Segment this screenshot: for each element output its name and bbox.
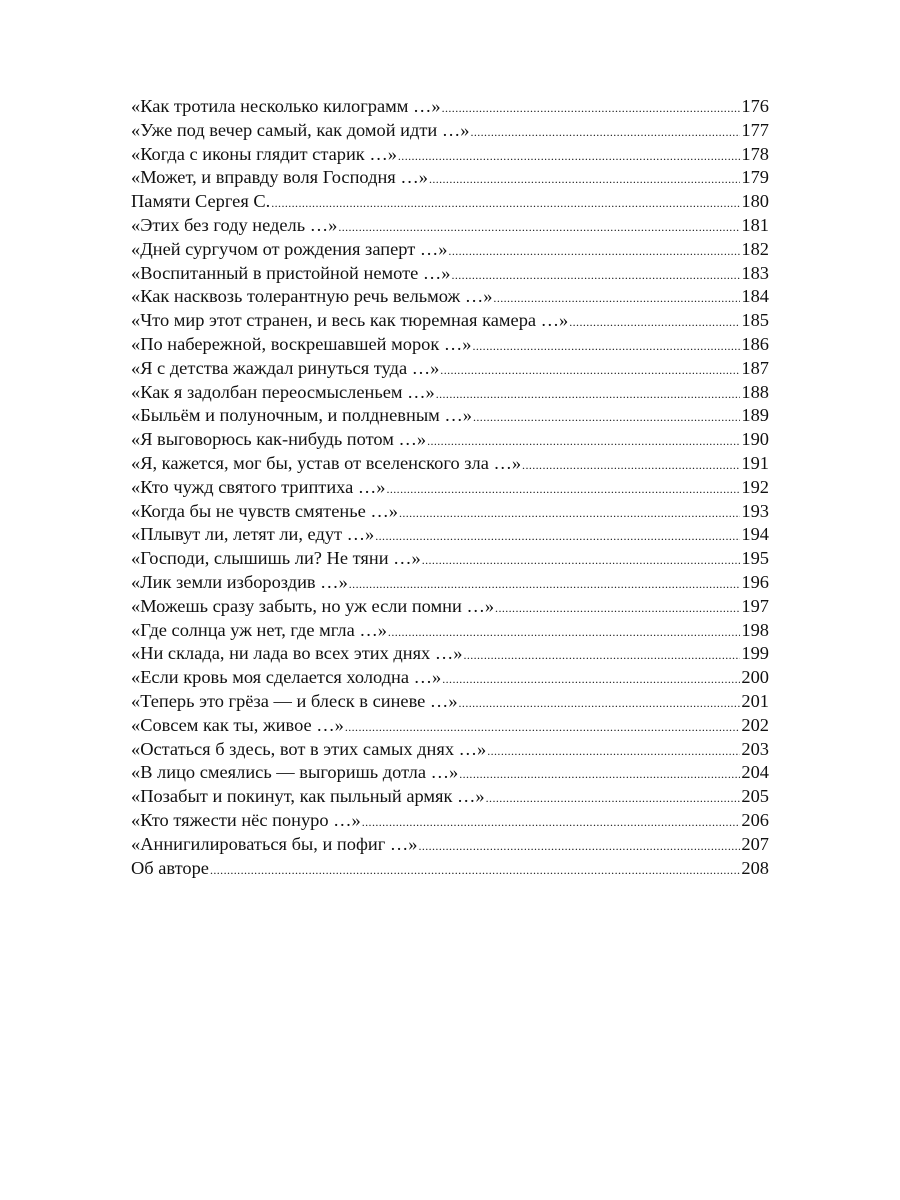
toc-entry-title: «По набережной, воскрешавшей морок …»: [131, 333, 472, 354]
dot-leader: [473, 406, 740, 428]
toc-entry-title: «Кто тяжести нёс понуро …»: [131, 809, 361, 830]
dot-leader: [427, 430, 740, 452]
toc-entry-title: Об авторе: [131, 857, 209, 878]
dot-leader: [375, 525, 740, 547]
toc-entry-title: «Я с детства жаждал ринуться туда …»: [131, 357, 440, 378]
dot-leader: [418, 835, 740, 857]
toc-entry-page-number: 207: [741, 833, 769, 854]
toc-entry-title: «Можешь сразу забыть, но уж если помни …»: [131, 595, 495, 616]
toc-entry-page-number: 198: [741, 619, 769, 640]
toc-entry-title: «Может, и вправду воля Господня …»: [131, 167, 428, 188]
toc-entry-title: «Остаться б здесь, вот в этих самых днях …»: [131, 738, 487, 759]
toc-entry-page-number: 194: [741, 524, 769, 545]
toc-entry-page-number: 183: [741, 262, 769, 283]
dot-leader: [386, 478, 740, 500]
toc-entry: [131, 785, 769, 809]
toc-entry-page-number: 200: [741, 667, 769, 688]
dot-leader: [448, 240, 740, 262]
toc-entry-title: «Я, кажется, мог бы, устав от вселенского зла …»: [131, 452, 522, 473]
toc-entry-title: «Уже под вечер самый, как домой идти …»: [131, 119, 470, 140]
toc-entry-title: «Как насквозь толерантную речь вельмож …»: [131, 286, 493, 307]
toc-entry: [131, 833, 769, 857]
toc-entry-title: «Как тротила несколько килограмм …»: [131, 96, 441, 116]
toc-entry: [131, 333, 769, 357]
dot-leader: [442, 668, 740, 690]
dot-leader: [398, 145, 741, 167]
dot-leader: [271, 192, 740, 214]
dot-leader: [459, 763, 740, 785]
toc-entry-page-number: 188: [741, 381, 769, 402]
toc-entry: [131, 285, 769, 309]
toc-entry-page-number: 199: [741, 643, 769, 664]
toc-entry-title: «Лик земли избороздив …»: [131, 571, 348, 592]
toc-entry-title: «Позабыт и покинут, как пыльный армяк …»: [131, 786, 485, 807]
toc-entry: [131, 119, 769, 143]
toc-entry: [131, 214, 769, 238]
toc-entry-page-number: 177: [741, 119, 769, 140]
toc-entry: [131, 761, 769, 785]
toc-entry-page-number: 189: [741, 405, 769, 426]
toc-entry-title: «Что мир этот странен, и весь как тюремная камера …»: [131, 310, 569, 331]
dot-leader: [345, 716, 741, 738]
dot-leader: [522, 454, 740, 476]
toc-entry-page-number: 176: [741, 96, 769, 116]
toc-entry-title: «Когда бы не чувств смятенье …»: [131, 500, 398, 521]
toc-entry-page-number: 191: [741, 452, 769, 473]
toc-entry-page-number: 204: [741, 762, 769, 783]
toc-entry: [131, 547, 769, 571]
dot-leader: [362, 811, 741, 833]
dot-leader: [388, 621, 740, 643]
toc-entry: [131, 309, 769, 333]
table-of-contents: [131, 95, 769, 880]
dot-leader: [472, 335, 740, 357]
toc-entry-title: «Если кровь моя сделается холодна …»: [131, 667, 442, 688]
toc-entry-title: «Теперь это грёза — и блеск в синеве …»: [131, 690, 458, 711]
toc-entry: [131, 190, 769, 214]
toc-entry-title: «Я выговорюсь как-нибудь потом …»: [131, 429, 427, 450]
toc-entry-page-number: 208: [741, 857, 769, 878]
toc-entry: [131, 809, 769, 833]
dot-leader: [429, 168, 740, 190]
dot-leader: [210, 859, 740, 881]
dot-leader: [440, 359, 740, 381]
toc-entry-title: «Когда с иконы глядит старик …»: [131, 143, 397, 164]
toc-entry: [131, 95, 769, 119]
toc-entry: [131, 476, 769, 500]
toc-entry-page-number: 178: [741, 143, 769, 164]
toc-entry-title: «Дней сургучом от рождения заперт …»: [131, 238, 448, 259]
toc-entry: [131, 595, 769, 619]
toc-entry-page-number: 197: [741, 595, 769, 616]
toc-entry-page-number: 182: [741, 238, 769, 259]
toc-entry-page-number: 179: [741, 167, 769, 188]
dot-leader: [569, 311, 740, 333]
toc-entry-page-number: 185: [741, 310, 769, 331]
dot-leader: [338, 216, 740, 238]
toc-entry: [131, 690, 769, 714]
dot-leader: [486, 787, 741, 809]
toc-entry: [131, 619, 769, 643]
toc-entry-title: «Где солнца уж нет, где мгла …»: [131, 619, 387, 640]
toc-entry-page-number: 206: [741, 809, 769, 830]
toc-entry: [131, 357, 769, 381]
toc-entry-page-number: 205: [741, 786, 769, 807]
toc-entry-page-number: 192: [741, 476, 769, 497]
toc-entry: [131, 428, 769, 452]
toc-entry-title: Памяти Сергея С.: [131, 191, 271, 212]
toc-entry: [131, 404, 769, 428]
dot-leader: [487, 740, 740, 762]
toc-entry: [131, 642, 769, 666]
toc-entry: [131, 262, 769, 286]
dot-leader: [495, 597, 740, 619]
toc-entry-page-number: 187: [741, 357, 769, 378]
toc-entry-page-number: 195: [741, 548, 769, 569]
toc-entry-title: «Господи, слышишь ли? Не тяни …»: [131, 548, 421, 569]
toc-entry-page-number: 201: [741, 690, 769, 711]
dot-leader: [422, 549, 741, 571]
dot-leader: [493, 287, 740, 309]
toc-entry-page-number: 193: [741, 500, 769, 521]
dot-leader: [459, 692, 741, 714]
toc-entry: [131, 571, 769, 595]
toc-entry: [131, 381, 769, 405]
dot-leader: [436, 383, 741, 405]
toc-entry-page-number: 203: [741, 738, 769, 759]
dot-leader: [399, 502, 740, 524]
toc-entry: [131, 714, 769, 738]
toc-entry: [131, 143, 769, 167]
toc-entry-page-number: 202: [741, 714, 769, 735]
toc-entry-title: «Воспитанный в пристойной немоте …»: [131, 262, 451, 283]
toc-entry-title: «Кто чужд святого триптиха …»: [131, 476, 386, 497]
toc-entry-page-number: 186: [741, 333, 769, 354]
dot-leader: [451, 264, 740, 286]
toc-entry: [131, 857, 769, 881]
toc-entry-title: «Плывут ли, летят ли, едут …»: [131, 524, 375, 545]
dot-leader: [470, 121, 740, 143]
toc-entry: [131, 738, 769, 762]
toc-entry-title: «Аннигилироваться бы, и пофиг …»: [131, 833, 418, 854]
toc-entry: [131, 238, 769, 262]
toc-entry: [131, 452, 769, 476]
toc-entry-title: «Этих без году недель …»: [131, 214, 338, 235]
toc-entry-title: «Совсем как ты, живое …»: [131, 714, 344, 735]
toc-entry-page-number: 196: [741, 571, 769, 592]
toc-entry-page-number: 181: [741, 214, 769, 235]
toc-entry: [131, 523, 769, 547]
toc-entry-title: «В лицо смеялись — выгоришь дотла …»: [131, 762, 459, 783]
toc-entry: [131, 666, 769, 690]
toc-entry-page-number: 190: [741, 429, 769, 450]
toc-entry-page-number: 180: [741, 191, 769, 212]
dot-leader: [463, 644, 740, 666]
toc-entry-page-number: 184: [741, 286, 769, 307]
toc-entry: [131, 166, 769, 190]
toc-entry-title: «Быльём и полуночным, и полдневным …»: [131, 405, 472, 426]
toc-entry-title: «Ни склада, ни лада во всех этих днях …»: [131, 643, 463, 664]
toc-entry-title: «Как я задолбан переосмысленьем …»: [131, 381, 435, 402]
dot-leader: [442, 97, 741, 119]
toc-entry: [131, 500, 769, 524]
dot-leader: [349, 573, 741, 595]
